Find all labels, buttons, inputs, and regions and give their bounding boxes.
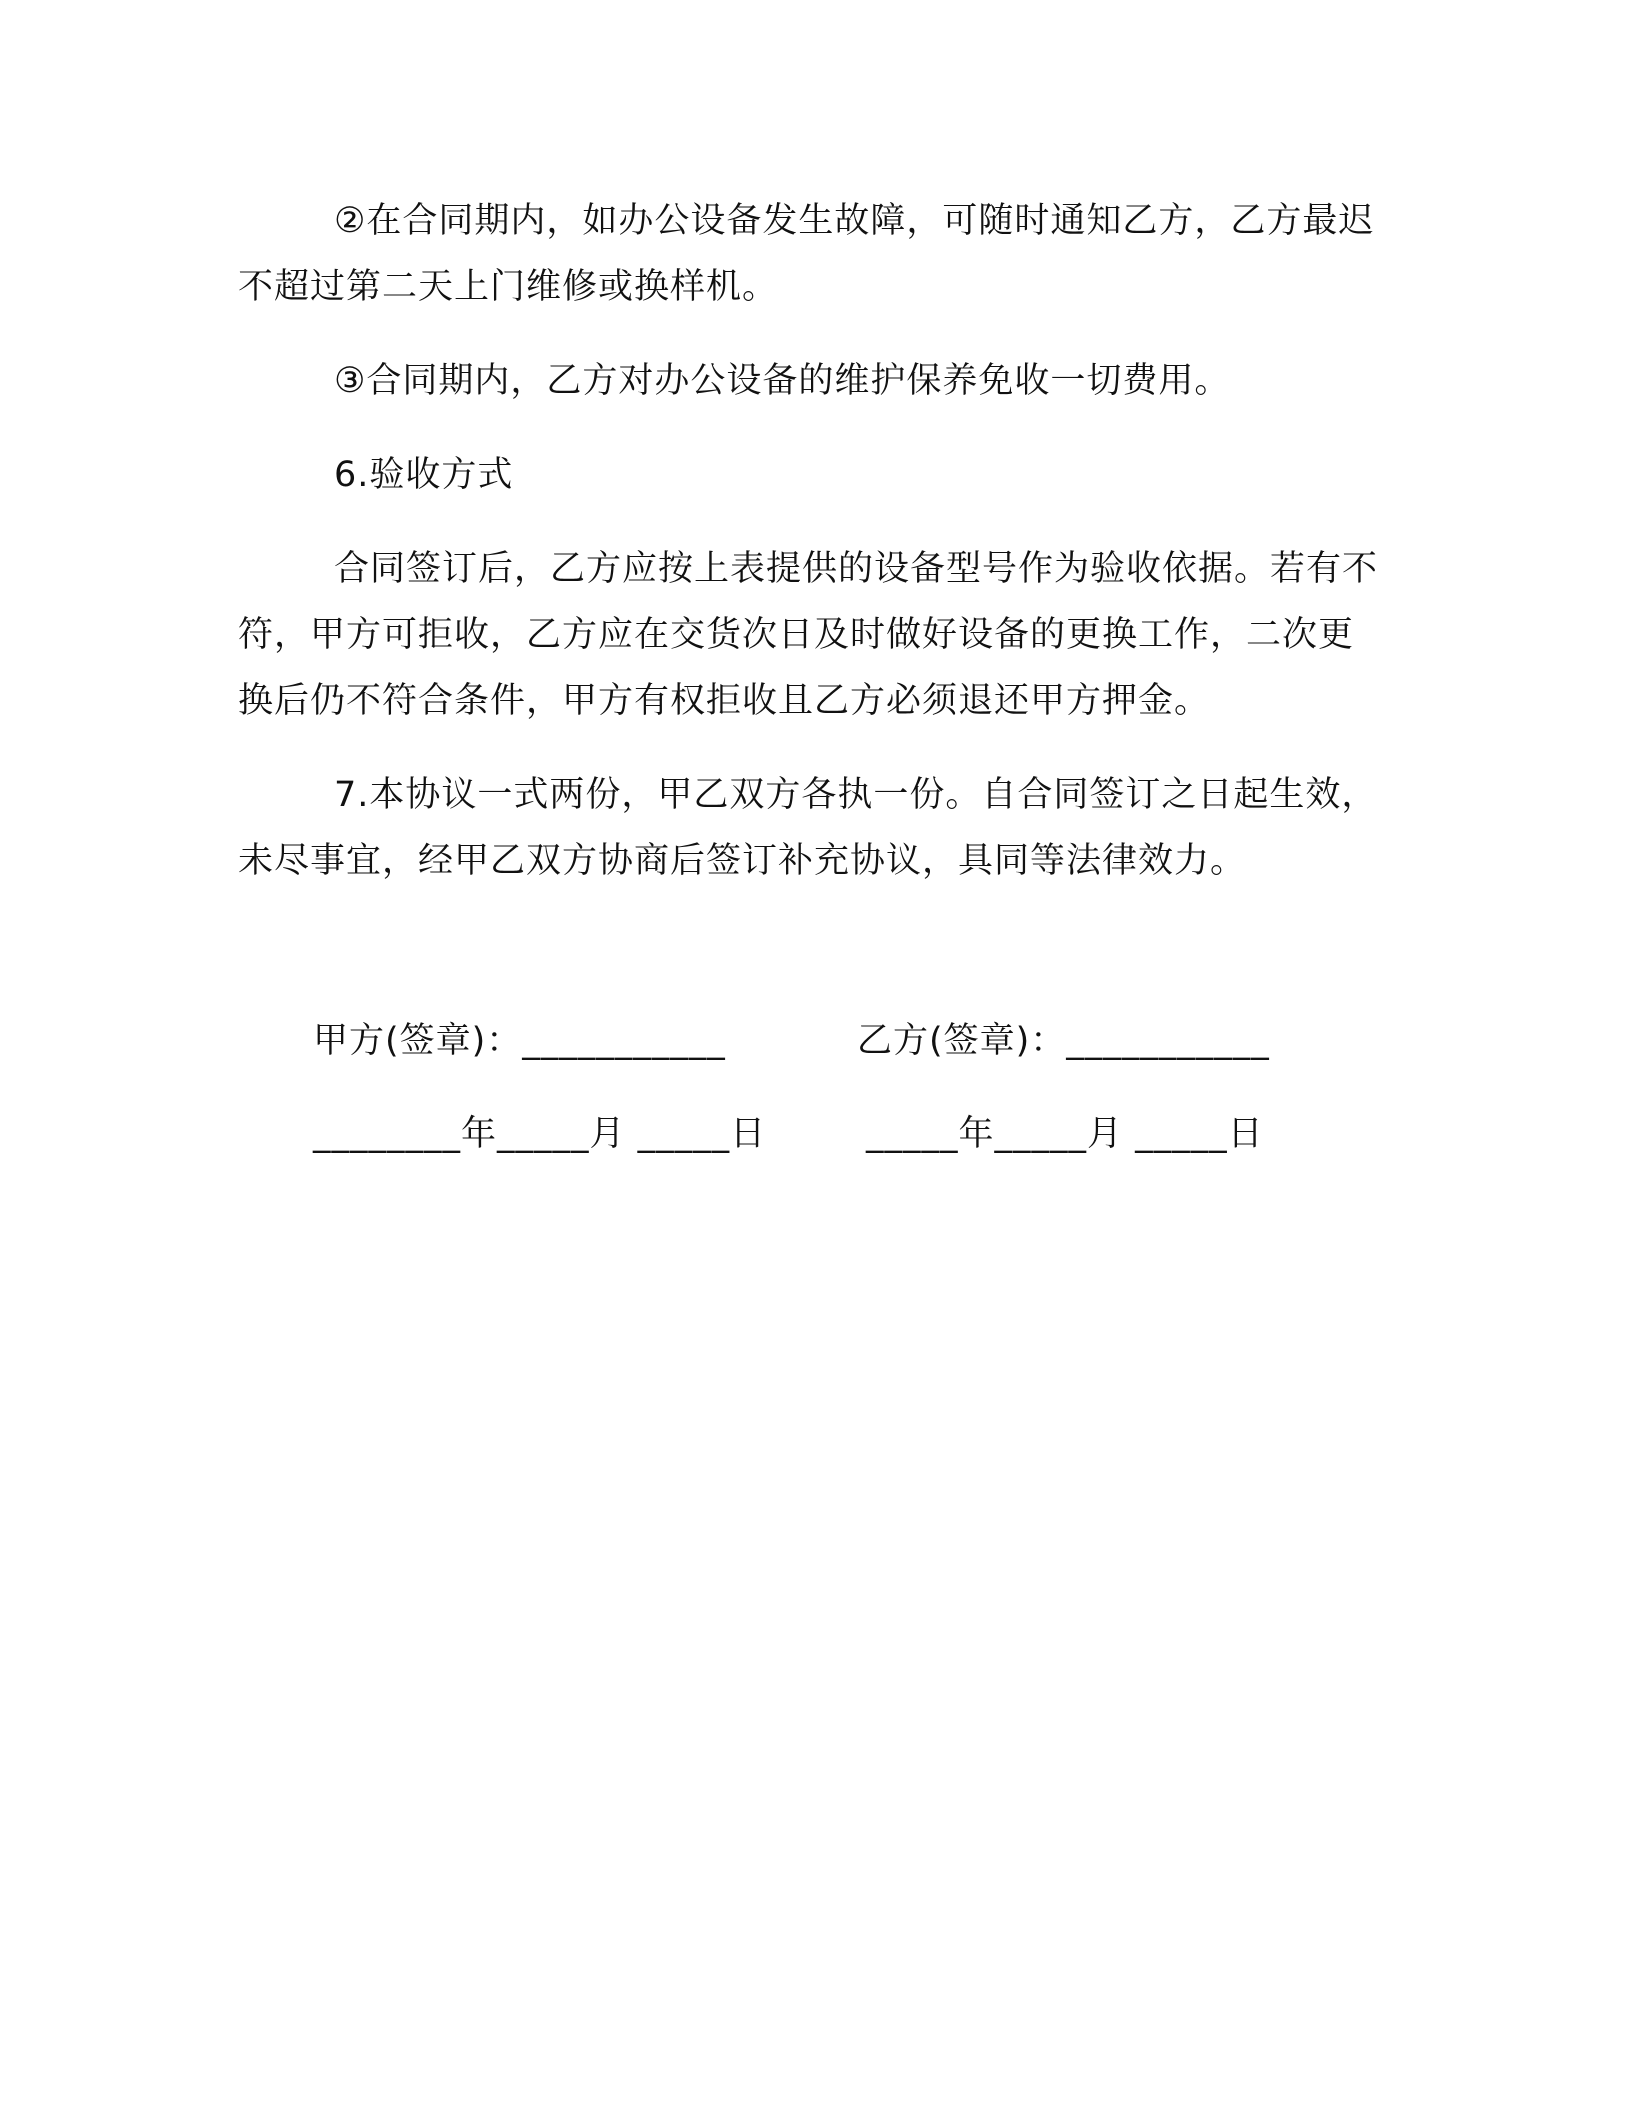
clause-copies-effect: 7.本协议一式两份，甲乙双方各执一份。自合同签订之日起生效，未尽事宜，经甲乙双方协商后签订补充协议，具同等法律效力。 <box>238 775 1378 881</box>
clause-acceptance: 合同签订后，乙方应按上表提供的设备型号作为验收依据。若有不符，甲方可拒收，乙方应在交货次日及时做好设备的更换工作，二次更换后仍不符合条件，甲方有权拒收且乙方必须退还甲方押金。 <box>238 549 1379 721</box>
party-a-date: ________年_____月 _____日 <box>313 1114 767 1154</box>
section-heading-acceptance: 6.验收方式 <box>334 455 514 495</box>
party-b-signature: 乙方(签章)：___________ <box>857 1021 1270 1061</box>
clause-maintenance-repair: ②在合同期内，如办公设备发生故障，可随时通知乙方，乙方最迟不超过第二天上门维修或换样机。 <box>238 201 1375 307</box>
party-b-date: _____年_____月 _____日 <box>866 1114 1264 1154</box>
clause-maintenance-free: ③合同期内，乙方对办公设备的维护保养免收一切费用。 <box>334 361 1231 401</box>
party-a-signature: 甲方(签章)：___________ <box>313 1021 726 1061</box>
